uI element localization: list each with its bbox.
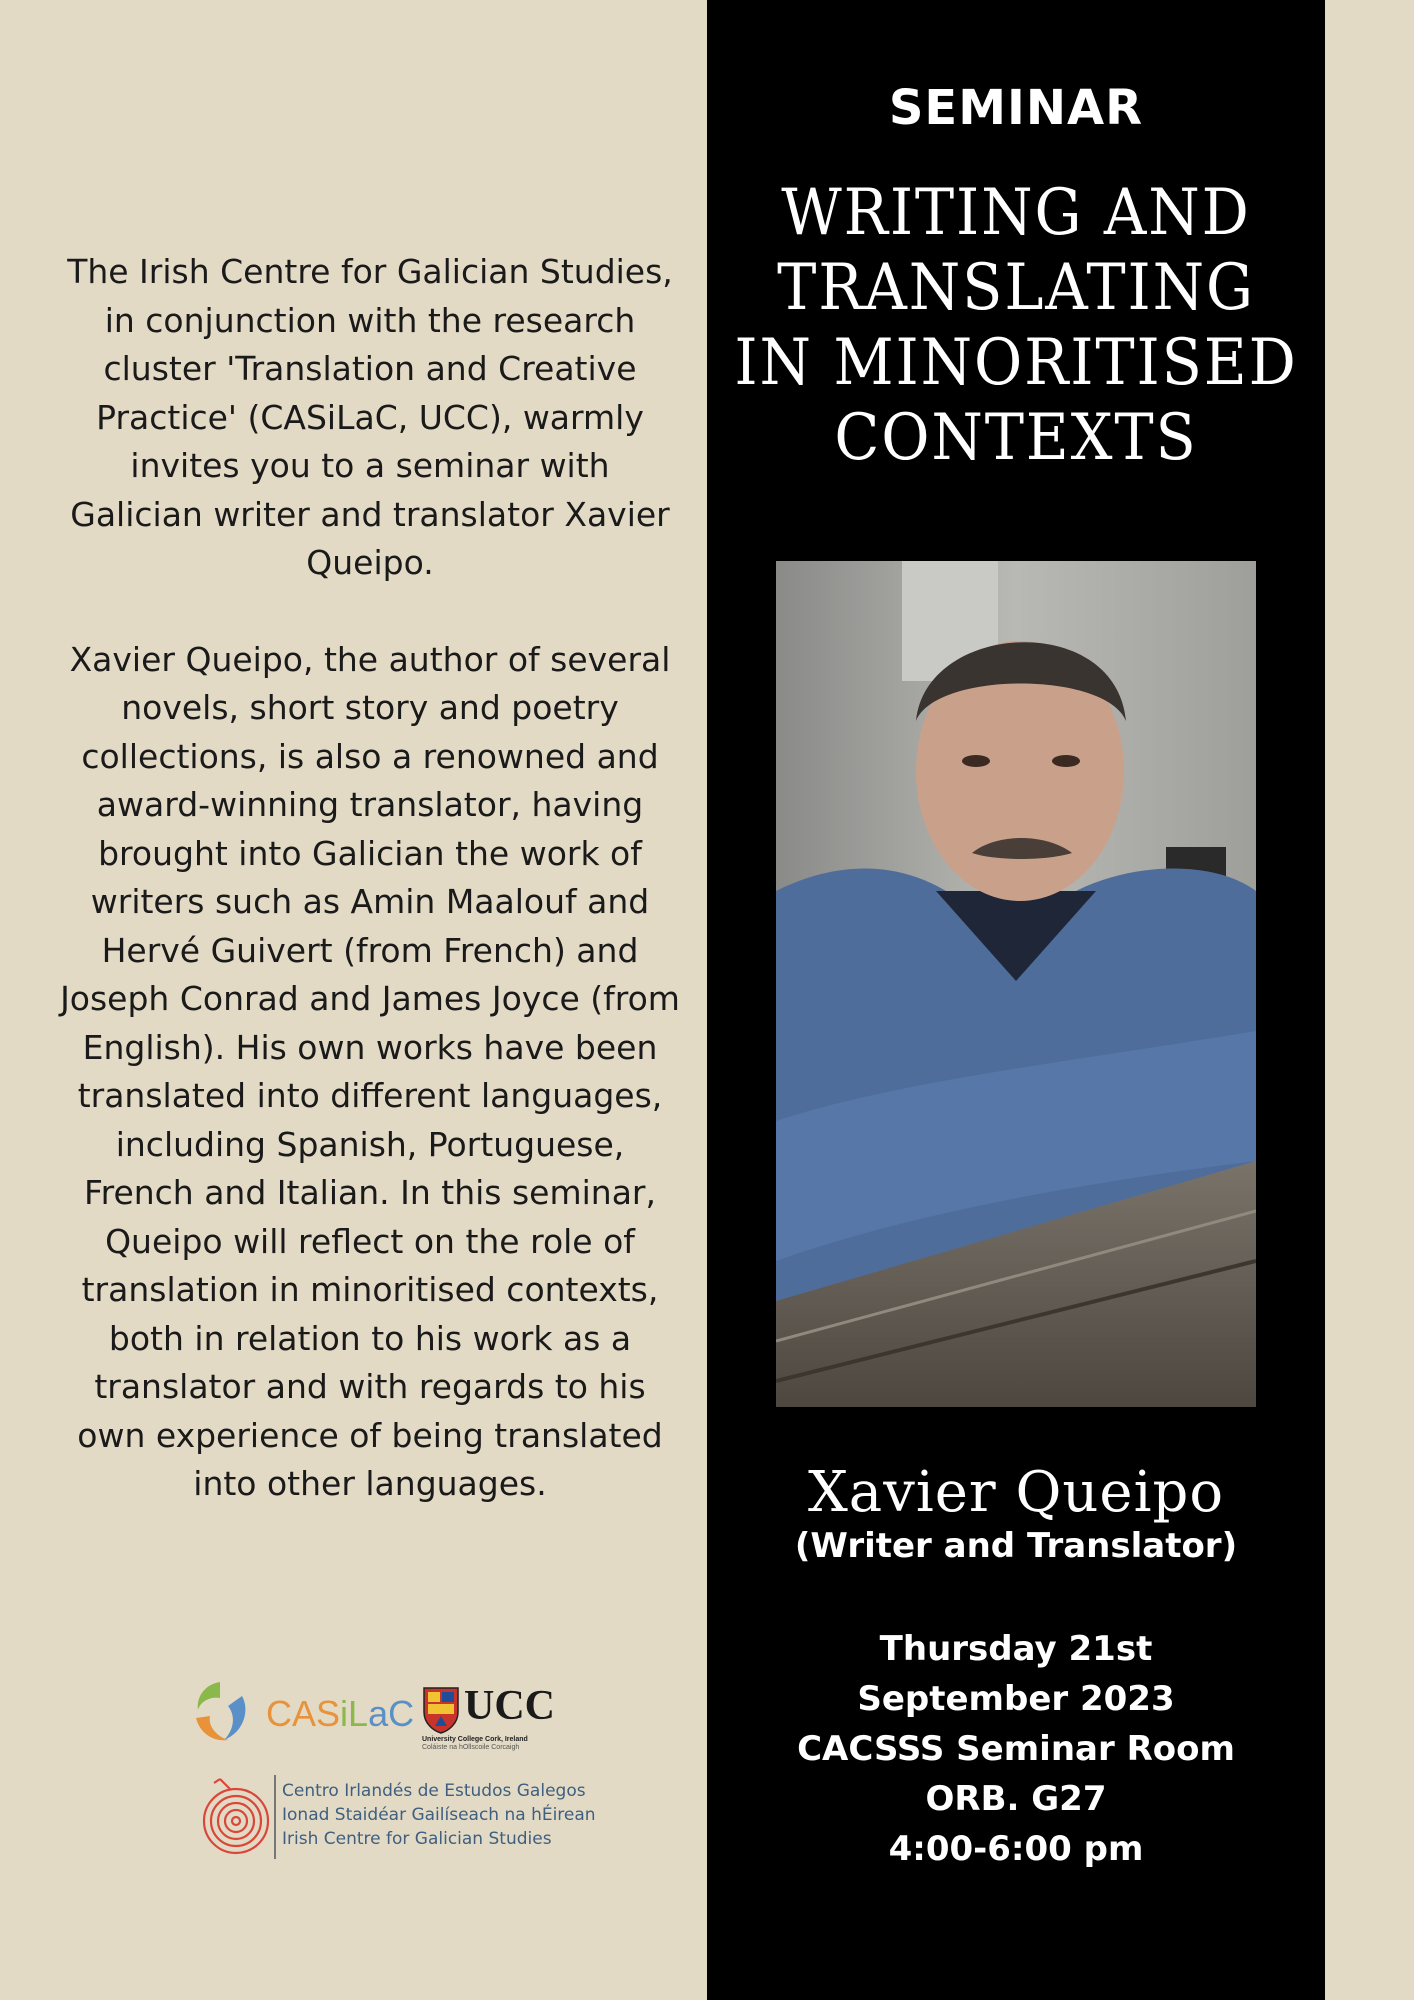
speaker-role: (Writer and Translator) bbox=[794, 1526, 1238, 1566]
casilac-swirl-icon bbox=[190, 1682, 250, 1742]
ucc-subtitle-ga: Coláiste na hOllscoile Corcaigh bbox=[422, 1744, 520, 1751]
event-details bbox=[707, 1624, 1325, 1874]
speaker-name: Xavier Queipo bbox=[807, 1460, 1225, 1525]
centre-name-block bbox=[282, 1779, 596, 1851]
bio-paragraph: Xavier Queipo, the author of several novels, short story and poetry collections, is also a renowned and award-winning translator, having brought into Galician the work of writers such as Amin Maalouf and Hervé Guivert (from French) and Joseph Conrad and James Joyce (from English). His own works have been translated into different languages, including Spanish, Portuguese, French and Italian. In this seminar, Queipo will reflect on the role of translation in minoritised contexts, both in relation to his work as a translator and with regards to his own experience of being translated into other languages. bbox=[60, 639, 680, 1503]
ucc-subtitle-en: University College Cork, Ireland bbox=[422, 1736, 528, 1743]
event-panel bbox=[707, 0, 1325, 2000]
event-date-line1: Thursday 21st bbox=[879, 1629, 1153, 1669]
logo-divider bbox=[274, 1775, 276, 1859]
title-line: IN MINORITISED bbox=[734, 326, 1298, 400]
event-time: 4:00-6:00 pm bbox=[888, 1829, 1144, 1869]
seminar-title bbox=[732, 176, 1301, 476]
title-line: CONTEXTS bbox=[834, 401, 1198, 475]
galician-centre-logo bbox=[200, 1775, 596, 1859]
speaker-photo bbox=[776, 561, 1256, 1407]
event-room: ORB. G27 bbox=[925, 1779, 1107, 1819]
spiral-icon bbox=[200, 1775, 276, 1859]
intro-paragraph: The Irish Centre for Galician Studies, in conjunction with the research cluster 'Translation and Creative Practice' (CASiLaC, UCC), warmly invites you to a seminar with Galician writer and translator Xavier Queipo. bbox=[67, 252, 673, 582]
centre-name-en: Irish Centre for Galician Studies bbox=[282, 1829, 552, 1849]
centre-name-gl: Centro Irlandés de Estudos Galegos bbox=[282, 1781, 586, 1801]
title-line: TRANSLATING bbox=[777, 251, 1255, 325]
centre-name-ga: Ionad Staidéar Gailíseach na hÉirean bbox=[282, 1805, 596, 1825]
description-column bbox=[60, 248, 680, 1509]
event-venue: CACSSS Seminar Room bbox=[797, 1729, 1235, 1769]
title-line: WRITING AND bbox=[781, 176, 1251, 250]
seminar-label: SEMINAR bbox=[888, 80, 1144, 136]
ucc-logo bbox=[420, 1683, 570, 1751]
casilac-text: CASiLaC bbox=[266, 1693, 415, 1734]
ucc-crest-icon bbox=[422, 1686, 460, 1734]
ucc-wordmark: UCC bbox=[464, 1683, 555, 1729]
event-date-line2: September 2023 bbox=[857, 1679, 1175, 1719]
